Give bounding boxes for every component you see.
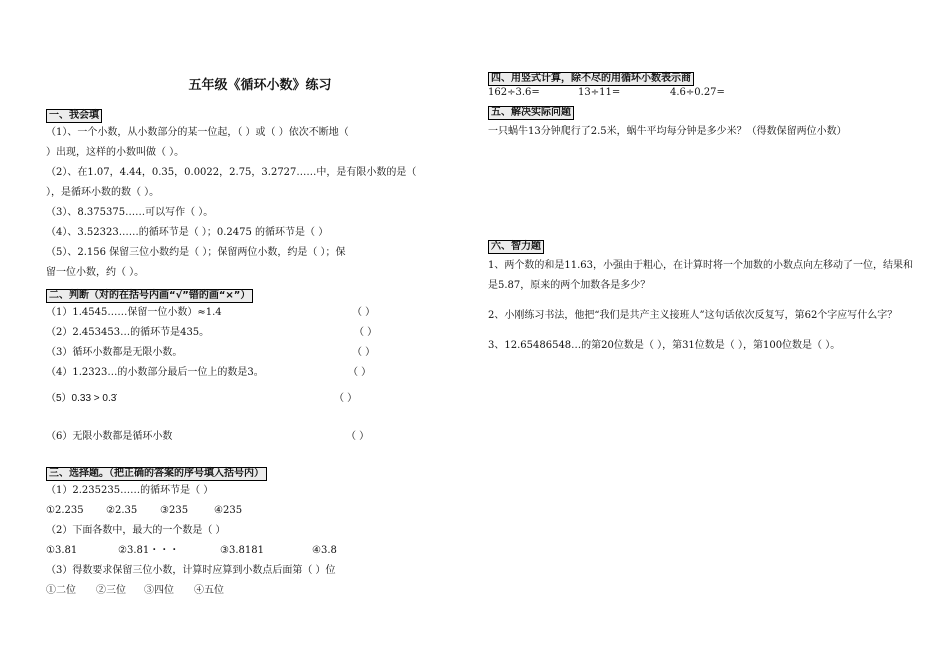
judge-text: （3）循环小数都是无限小数。	[46, 347, 183, 358]
s5-q1: 一只蜗牛13分钟爬行了2.5米，蜗牛平均每分钟是多少米？（得数保留两位小数）	[488, 126, 847, 137]
s1-q4: （4）、3.52323……的循环节是（ ）；0.2475 的循环节是（ ）	[46, 227, 329, 238]
section-5-heading: 五、解决实际问题	[488, 106, 574, 120]
judge-row	[46, 303, 474, 323]
option[interactable]: ②三位	[96, 585, 126, 596]
s6-q1: 1、两个数的和是11.63，小强由于粗心，在计算时将一个加数的小数点向左移动了一位，结果和是5.87，原来的两个加数各是多少？	[488, 260, 913, 291]
s1-q1-line2: ）出现，这样的小数叫做（ ）。	[46, 147, 185, 158]
option[interactable]: ③3.8181	[220, 545, 264, 556]
option[interactable]: ④五位	[194, 585, 224, 596]
option[interactable]: ②2.35	[106, 505, 138, 516]
section-2-heading: 二、判断（对的在括号内画“√”错的画“×”）	[46, 289, 253, 303]
calc-problem: 13÷11=	[578, 87, 621, 98]
s1-q1-line1: （1）、一个小数，从小数部分的某一位起，（ ）或（ ）依次不断地（	[46, 127, 349, 138]
judge-row	[46, 363, 474, 383]
s1-q5-line1: （5）、2.156 保留三位小数约是（ ）；保留两位小数，约是（ ）；保	[46, 247, 346, 258]
s3-q1: （1）2.235235……的循环节是（ ）	[46, 485, 214, 496]
s6-q3: 3、12.65486548…的第20位数是（ ），第31位数是（ ），第100位数是（ ）。	[488, 340, 841, 351]
s1-q2-line1: （2）、在1.07，4.44，0.35，0.0022，2.75，3.2727……中，是有限小数的是（	[46, 167, 417, 178]
s6-q2: 2、小刚练习书法，他把“我们是共产主义接班人”这句话依次反复写，第62个字应写什么字？	[488, 310, 898, 321]
judge-answer-box[interactable]: （ ）	[352, 307, 376, 318]
section-1-heading: 一、我会填	[46, 109, 102, 123]
page-title: 五年级《循环小数》练习	[188, 78, 332, 93]
section-6-heading: 六、智力题	[488, 240, 544, 254]
judge-answer-box[interactable]: （ ）	[348, 367, 372, 378]
option[interactable]: ①2.235	[46, 505, 84, 516]
s3-q3: （3）得数要求保留三位小数，计算时应算到小数点后面第（ ）位	[46, 565, 336, 576]
s3-q3-options	[46, 581, 474, 601]
judge-text: （2）2.453453…的循环节是435。	[46, 327, 210, 338]
judge-text: （6）无限小数都是循环小数	[46, 431, 173, 442]
left-column	[46, 70, 474, 601]
judge-row	[46, 383, 474, 419]
section-4-heading: 四、用竖式计算，除不尽的用循环小数表示商	[488, 72, 694, 86]
gap	[488, 296, 918, 306]
option[interactable]: ④235	[214, 505, 243, 516]
judge-text: （4）1.2323…的小数部分最后一位上的数是3。	[46, 367, 264, 378]
option[interactable]: ①3.81	[46, 545, 78, 556]
section-3-heading: 三、选择题。（把正确的答案的序号填入括号内）	[46, 467, 267, 481]
s3-q2: （2）下面各数中，最大的一个数是（ ）	[46, 525, 226, 536]
judge-answer-box[interactable]: （ ）	[334, 393, 358, 404]
s1-q5-line2: 留一位小数，约（ ）。	[46, 267, 145, 278]
option[interactable]: ①二位	[46, 585, 76, 596]
judge-row	[46, 343, 474, 363]
judge-text: （1）1.4545……保留一位小数）≈1.4	[46, 307, 222, 318]
option[interactable]: ②3.81・・・	[118, 545, 180, 556]
judge-row	[46, 323, 474, 343]
s1-q2-line2: ），是循环小数的数（ ）。	[46, 187, 160, 198]
judge-answer-box[interactable]: （ ）	[352, 347, 376, 358]
right-column	[488, 66, 918, 356]
answer-space	[488, 142, 918, 234]
option[interactable]: ③235	[160, 505, 189, 516]
calc-problem: 162÷3.6=	[488, 87, 540, 98]
option[interactable]: ③四位	[144, 585, 174, 596]
s3-q1-options	[46, 501, 474, 521]
s4-problems	[488, 86, 918, 100]
s1-q3: （3）、8.375375……可以写作（ ）。	[46, 207, 214, 218]
judge-answer-box[interactable]: （ ）	[346, 431, 370, 442]
judge-answer-box[interactable]: （ ）	[354, 327, 378, 338]
calc-problem: 4.6÷0.27=	[670, 87, 725, 98]
gap	[488, 326, 918, 336]
option[interactable]: ④3.8	[312, 545, 337, 556]
s3-q2-options	[46, 541, 474, 561]
judge-text: （5）0.33 > 0.3̇	[46, 393, 117, 404]
judge-row	[46, 419, 474, 461]
